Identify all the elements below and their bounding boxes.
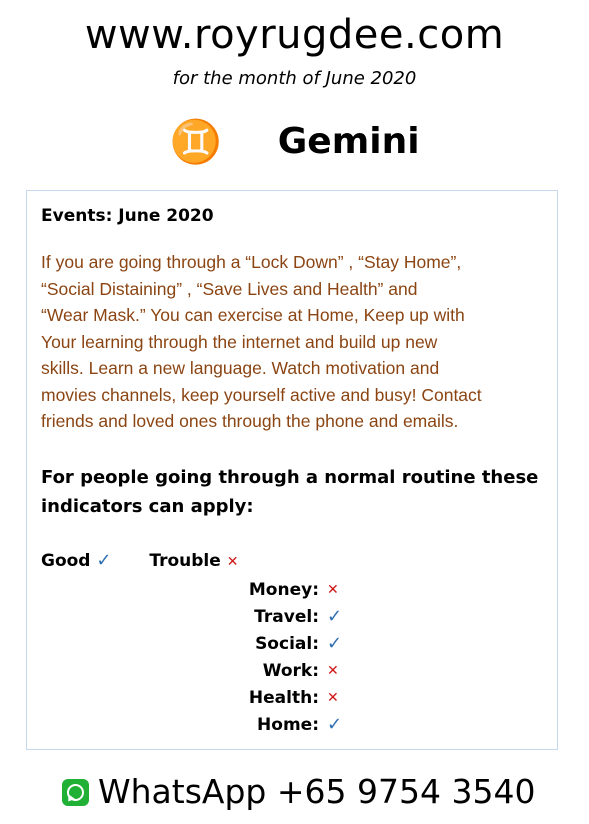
check-icon: ✓ (327, 714, 343, 735)
events-line: skills. Learn a new language. Watch motivation and (41, 358, 440, 378)
indicator-label: Money: (248, 579, 319, 600)
indicator-row-money (187, 576, 367, 603)
normal-line: indicators can apply: (41, 496, 254, 517)
indicator-label: Social: (255, 633, 319, 654)
cross-icon: ✕ (226, 554, 239, 570)
check-icon: ✓ (327, 606, 343, 627)
whatsapp-number: WhatsApp +65 9754 3540 (98, 772, 536, 811)
cross-icon: ✕ (327, 662, 339, 679)
normal-line: For people going through a normal routine these (41, 467, 539, 488)
legend-good-label: Good (41, 551, 91, 571)
indicator-label: Work: (262, 660, 319, 681)
events-line: movies channels, keep yourself active and busy! Contact (41, 384, 482, 405)
indicator-row-work (187, 657, 367, 684)
normal-routine-heading (41, 463, 551, 521)
events-line: Your learning through the internet and build up new (41, 331, 438, 352)
legend-trouble (149, 550, 238, 573)
events-title: Events: June 2020 (41, 206, 214, 226)
indicator-list (187, 576, 367, 738)
footer-contact (62, 770, 535, 814)
legend (41, 550, 238, 573)
events-line: “Social Distaining” , “Save Lives and Health” and (41, 278, 418, 299)
legend-trouble-label: Trouble (149, 551, 221, 571)
cross-icon: ✕ (327, 689, 339, 706)
subtitle: for the month of June 2020 (172, 68, 417, 89)
indicator-label: Health: (248, 687, 319, 708)
events-line: “Wear Mask.” You can exercise at Home, Keep up with (41, 305, 465, 325)
check-icon: ✓ (327, 633, 343, 654)
sign-heading (0, 116, 589, 168)
legend-good (41, 550, 112, 572)
indicator-row-home (187, 711, 367, 738)
indicator-label: Travel: (254, 606, 319, 627)
cross-icon: ✕ (327, 581, 339, 598)
indicator-label: Home: (257, 714, 319, 735)
events-line: friends and loved ones through the phone and emails. (41, 411, 459, 431)
check-icon: ✓ (96, 550, 112, 571)
events-line: If you are going through a “Lock Down” , “Stay Home”, (41, 252, 462, 272)
gemini-symbol-icon: ♊ (169, 117, 222, 166)
indicator-row-social (187, 630, 367, 657)
sign-name: Gemini (277, 121, 420, 162)
content-card (26, 190, 558, 750)
events-paragraph (41, 249, 551, 435)
whatsapp-icon (62, 779, 89, 806)
site-title: www.royrugdee.com (84, 12, 505, 58)
indicator-row-health (187, 684, 367, 711)
indicator-row-travel (187, 603, 367, 630)
